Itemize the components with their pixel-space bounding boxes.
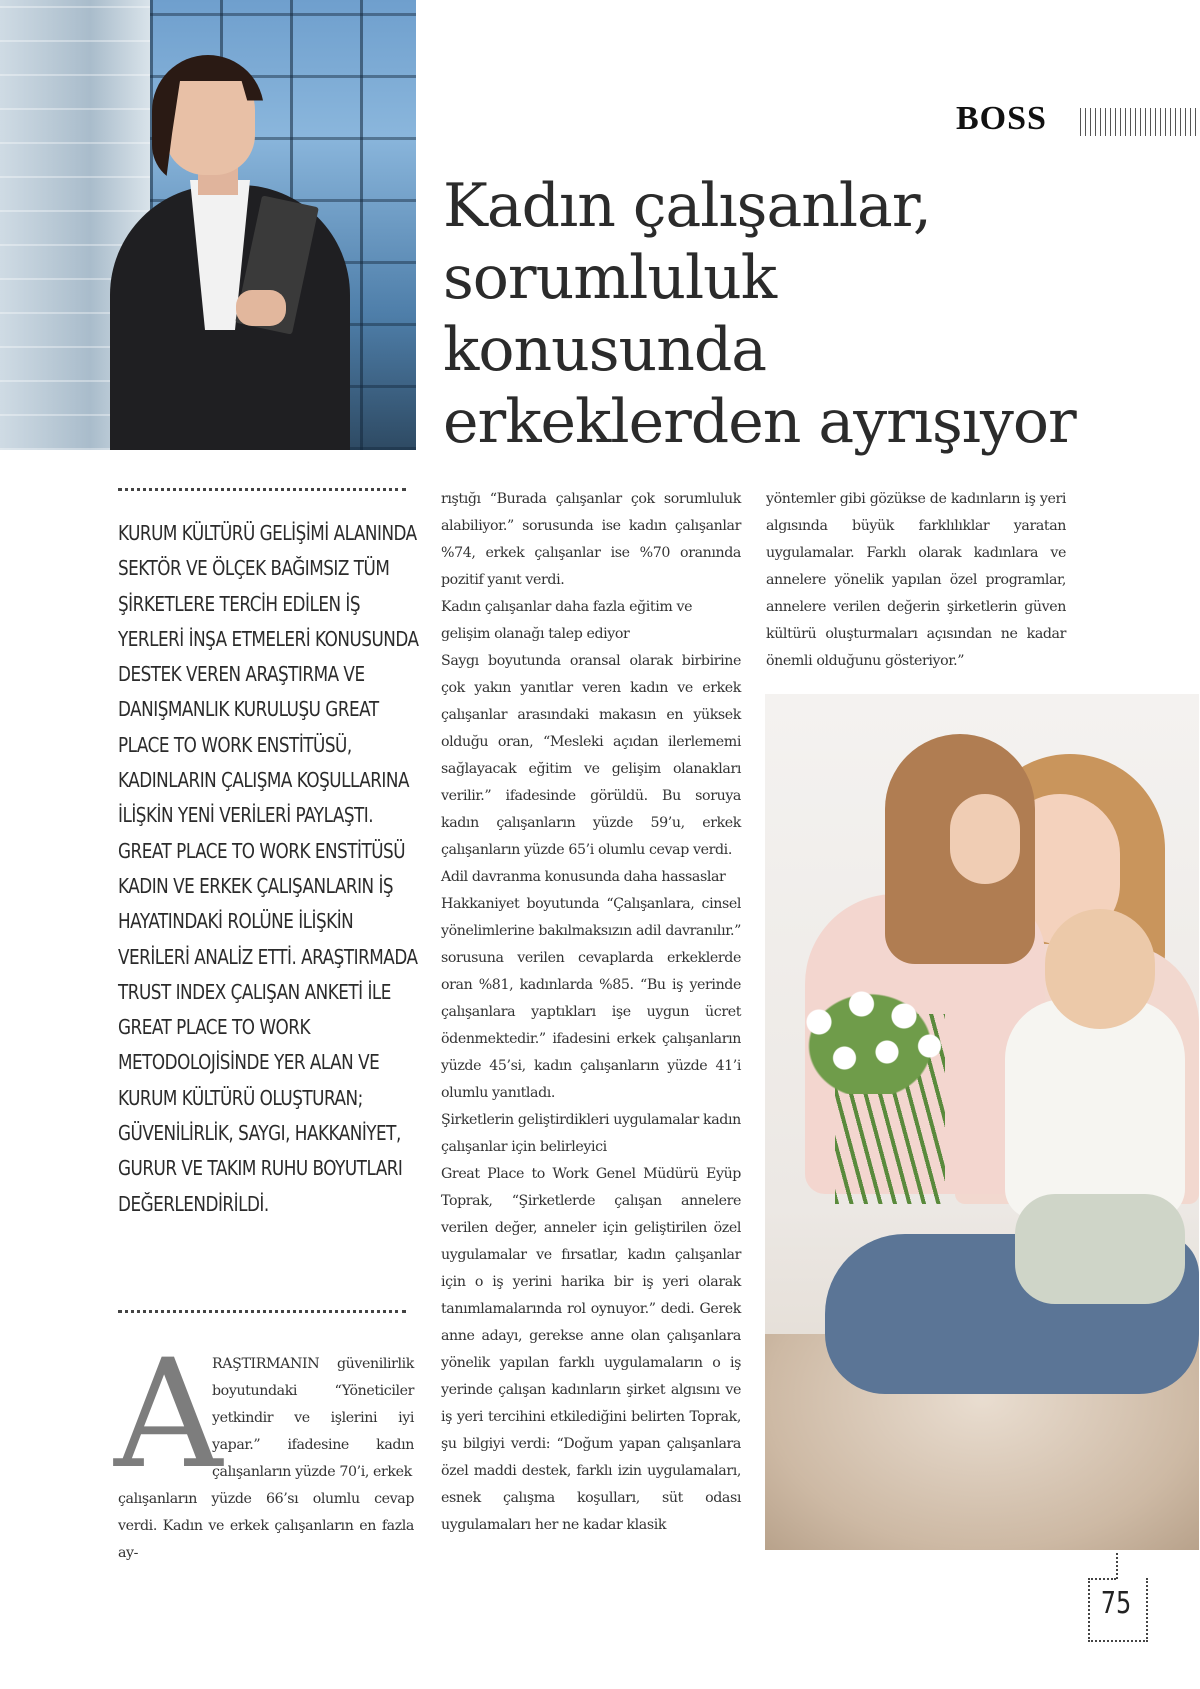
logo-barcode-decoration bbox=[1080, 108, 1198, 136]
article-column-3 bbox=[766, 486, 1066, 675]
subheading: Adil davranma konusunda daha hassaslar bbox=[441, 869, 726, 885]
paragraph: Great Place to Work Genel Müdürü Eyüp Toprak, “Şirketlerde çalışan annelere verilen değer, anneler için geliştirilen özel uygulamalar ve fırsatlar, kadın çalışanlar için o iş yerini harika bir iş yeri olarak tanımlamalarında rol oynuyor.” dedi. Gerek anne adayı, gerekse anne olan çalışanlara yönelik yapılan farklı uygulamaların o iş yerinde çalışan kadınların şirket algısını ve iş yeri tercihini etkilediğini belirten Toprak, şu bilgiyi verdi: “Doğum yapan çalışanlara özel maddi destek, farklı izin uygulamaları, esnek çalışma koşulları, süt odası uygulamaları her ne kadar klasik bbox=[441, 1166, 741, 1533]
headline-line: erkeklerden ayrışıyor bbox=[443, 387, 1076, 457]
businesswoman-photo bbox=[0, 0, 416, 450]
paragraph: rıştığı “Burada çalışanlar çok sorumluluk alabiliyor.” sorusunda ise kadın çalışanlar %74, erkek çalışanlar ise %70 oranında pozitif yanıt verdi. bbox=[441, 491, 741, 588]
headline-line: konusunda bbox=[443, 315, 767, 385]
baby-head bbox=[1045, 909, 1155, 1029]
page-number: 75 bbox=[1100, 1586, 1132, 1621]
subheading: Kadın çalışanlar daha fazla eğitim ve gelişim olanağı talep ediyor bbox=[441, 599, 693, 642]
headline-line: Kadın çalışanlar, bbox=[443, 171, 931, 241]
article-lead: KURUM KÜLTÜRÜ GELİŞİMİ ALANINDA SEKTÖR VE ÖLÇEK BAĞIMSIZ TÜM ŞİRKETLERE TERCİH EDİLEN İŞ YERLERİ İNŞA ETMELERİ KONUSUNDA DESTEK VEREN ARAŞTIRMA VE DANIŞMANLIK KURULUŞU GREAT PLACE TO WORK ENSTİTÜSÜ, KADINLARIN ÇALIŞMA KOŞULLARINA İLİŞKİN YENİ VERİLERİ PAYLAŞTI. GREAT PLACE TO WORK ENSTİTÜSÜ KADIN VE ERKEK ÇALIŞANLARIN İŞ HAYATINDAKİ ROLÜNE İLİŞKİN VERİLERİ ANALİZ ETTİ. ARAŞTIRMADA TRUST INDEX ÇALIŞAN ANKETİ İLE GREAT PLACE TO WORK METODOLOJİSİNDE YER ALAN VE KURUM KÜLTÜRÜ OLUŞTURAN; GÜVENİLİRLİK, SAYGI, HAKKANİYET, GURUR VE TAKIM RUHU BOYUTLARI DEĞERLENDİRİLDİ. bbox=[118, 521, 419, 1216]
baby-pants bbox=[1015, 1194, 1185, 1304]
paragraph: yöntemler gibi gözükse de kadınların iş yeri algısında büyük farklılıklar yaratan uygulamalar. Farklı olarak kadınlara ve annelere yönelik yapılan özel programlar, annelere verilen değerin şirketlerin güven kültürü oluşturmaları açısından ne kadar önemli olduğunu gösteriyor.” bbox=[766, 491, 1066, 669]
magazine-logo: BOSS bbox=[956, 100, 1047, 137]
lead-bottom-divider bbox=[118, 1310, 406, 1313]
article-column-1-lead bbox=[212, 1351, 414, 1486]
headline-line: sorumluluk bbox=[443, 243, 777, 313]
drop-cap: A bbox=[114, 1328, 223, 1502]
mother-children-photo bbox=[765, 694, 1199, 1550]
article-column-1 bbox=[118, 1486, 414, 1567]
paragraph: çalışanların yüzde 66’sı olumlu cevap verdi. Kadın ve erkek çalışanların en fazla ay- bbox=[118, 1491, 414, 1561]
paragraph: Saygı boyutunda oransal olarak birbirine çok yakın yanıtlar veren kadın ve erkek çalışanlar arasındaki makasın en yüksek olduğu oran, “Mesleki açıdan ilerlememi sağlayacak eğitim ve gelişim olanakları verilir.” ifadesinde görüldü. Bu soruya kadın çalışanların yüzde 59’u, erkek çalışanların yüzde 65’i olumlu cevap verdi. bbox=[441, 653, 741, 858]
baby-shirt bbox=[1005, 999, 1185, 1219]
page-number-frame-stub bbox=[1116, 1553, 1118, 1579]
girl-face bbox=[950, 794, 1020, 884]
woman-hand bbox=[236, 290, 286, 326]
lead-top-divider bbox=[118, 488, 406, 491]
article-headline bbox=[443, 170, 1183, 458]
subheading: Şirketlerin geliştirdikleri uygulamalar kadın çalışanlar için belirleyici bbox=[441, 1112, 741, 1155]
article-column-2 bbox=[441, 486, 741, 1539]
tulip-bouquet bbox=[785, 974, 955, 1094]
paragraph: Hakkaniyet boyutunda “Çalışanlara, cinsel yönelimlerine bakılmaksızın adil davranılır.” sorusuna verilen cevaplarda erkeklerde oran %81, kadınlarda %85. “Bu iş yerinde çalışanlara yaptıkları işe uygun ücret ödenmektedir.” ifadesini erkek çalışanların yüzde 45’si, kadın çalışanların yüzde 41’i olumlu yanıtladı. bbox=[441, 896, 741, 1101]
paragraph: RAŞTIRMANIN güvenilirlik boyutundaki “Yöneticiler yetkindir ve işlerini iyi yapar.” ifadesine kadın çalışanların yüzde 70’i, erkek bbox=[212, 1356, 414, 1480]
